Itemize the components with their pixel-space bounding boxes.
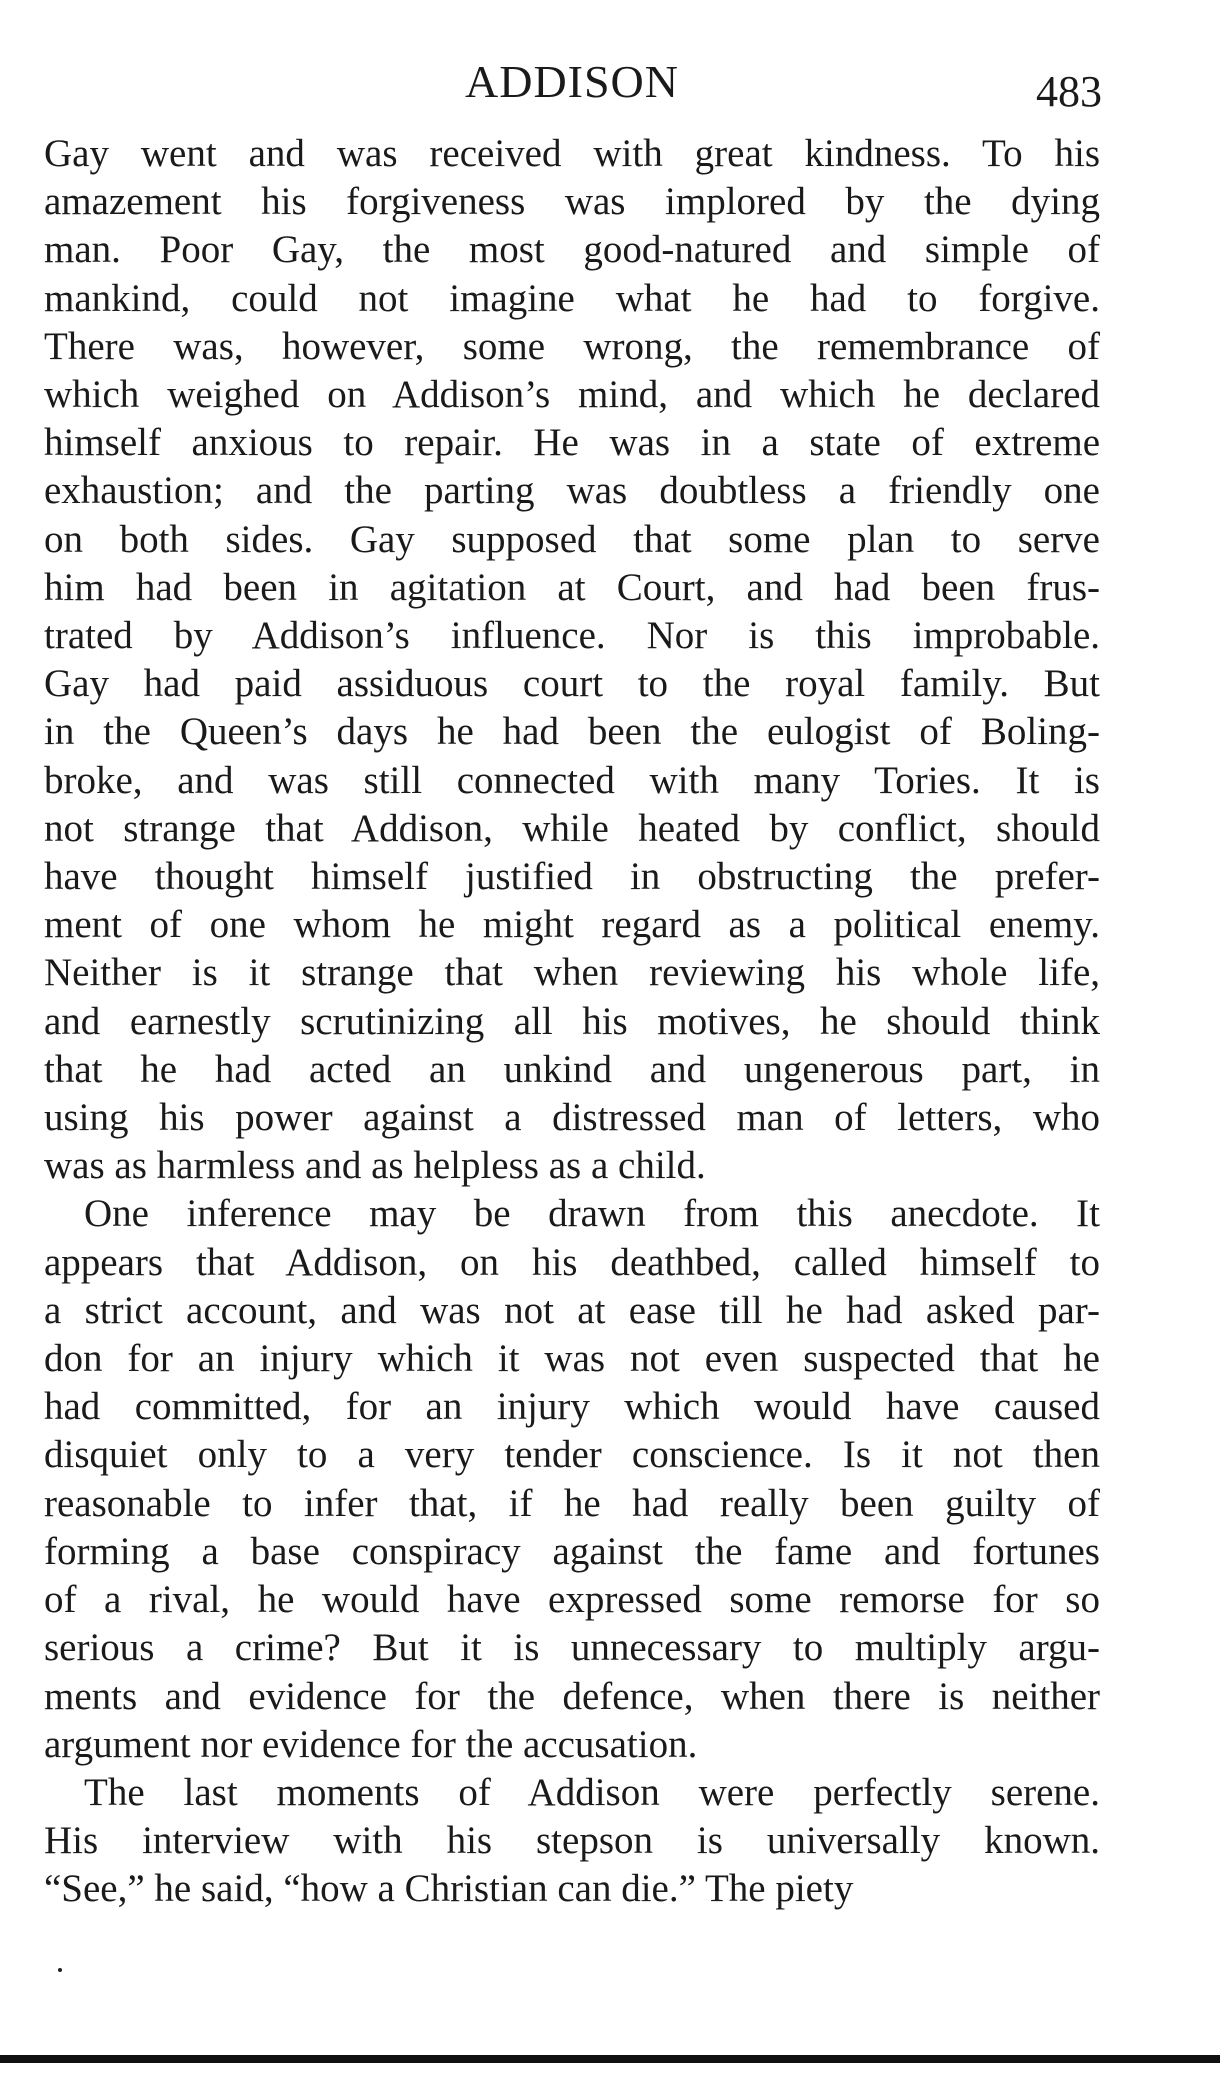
paragraph-last-moments	[44, 1769, 1100, 1914]
text-line: Neither is it strange that when reviewing his whole life,	[44, 951, 1100, 995]
paragraph-gay-visit	[44, 130, 1100, 1190]
body-text	[44, 130, 1100, 1914]
text-line: serious a crime? But it is unnecessary to multiply argu-	[44, 1626, 1100, 1670]
text-line: was as harmless and as helpless as a child.	[44, 1144, 706, 1188]
text-line: have thought himself justified in obstructing the prefer-	[44, 855, 1100, 899]
text-line: “See,” he said, “how a Christian can die.” The piety	[44, 1867, 854, 1911]
text-line: exhaustion; and the parting was doubtless a friendly one	[44, 469, 1100, 513]
text-line: mankind, could not imagine what he had to forgive.	[44, 276, 1100, 320]
text-line: argument nor evidence for the accusation.	[44, 1722, 698, 1766]
running-head	[44, 52, 1102, 116]
text-line: Gay went and was received with great kindness. To his	[44, 132, 1100, 175]
text-line: ment of one whom he might regard as a political enemy.	[44, 903, 1100, 947]
text-line: forming a base conspiracy against the fame and fortunes	[44, 1529, 1100, 1573]
running-title: ADDISON	[465, 56, 679, 107]
stray-ink-mark	[58, 1968, 62, 1972]
text-line: on both sides. Gay supposed that some plan to serve	[44, 517, 1100, 561]
text-line: that he had acted an unkind and ungenerous part, in	[44, 1047, 1100, 1091]
text-line: One inference may be drawn from this anecdote. It	[84, 1192, 1100, 1236]
text-line: of a rival, he would have expressed some remorse for so	[44, 1578, 1100, 1622]
text-line: Gay had paid assiduous court to the royal family. But	[44, 662, 1100, 706]
text-line: man. Poor Gay, the most good-natured and simple of	[44, 228, 1100, 272]
text-line: appears that Addison, on his deathbed, called himself to	[44, 1240, 1100, 1284]
text-line: The last moments of Addison were perfectly serene.	[84, 1770, 1100, 1814]
text-line: disquiet only to a very tender conscience. Is it not then	[44, 1433, 1100, 1477]
paragraph-inference	[44, 1190, 1100, 1768]
page-number: 483	[1036, 67, 1102, 116]
bottom-rule	[0, 2055, 1220, 2063]
text-line: trated by Addison’s influence. Nor is this improbable.	[44, 614, 1100, 658]
text-line: reasonable to infer that, if he had really been guilty of	[44, 1481, 1100, 1525]
text-line: and earnestly scrutinizing all his motives, he should think	[44, 999, 1100, 1043]
text-line: which weighed on Addison’s mind, and which he declared	[44, 373, 1100, 417]
text-line: had committed, for an injury which would have caused	[44, 1385, 1100, 1429]
text-line: him had been in agitation at Court, and had been frus-	[44, 565, 1100, 609]
text-line: There was, however, some wrong, the remembrance of	[44, 324, 1100, 368]
text-line: broke, and was still connected with many Tories. It is	[44, 758, 1100, 802]
text-line: amazement his forgiveness was implored by the dying	[44, 180, 1100, 224]
text-line: in the Queen’s days he had been the eulogist of Boling-	[44, 710, 1100, 754]
text-line: His interview with his stepson is universally known.	[44, 1819, 1100, 1863]
text-line: using his power against a distressed man of letters, who	[44, 1096, 1100, 1140]
text-line: don for an injury which it was not even suspected that he	[44, 1337, 1100, 1381]
text-line: ments and evidence for the defence, when there is neither	[44, 1674, 1100, 1718]
text-line: not strange that Addison, while heated by conflict, should	[44, 806, 1100, 850]
text-line: himself anxious to repair. He was in a state of extreme	[44, 421, 1100, 465]
text-line: a strict account, and was not at ease till he had asked par-	[44, 1288, 1100, 1332]
